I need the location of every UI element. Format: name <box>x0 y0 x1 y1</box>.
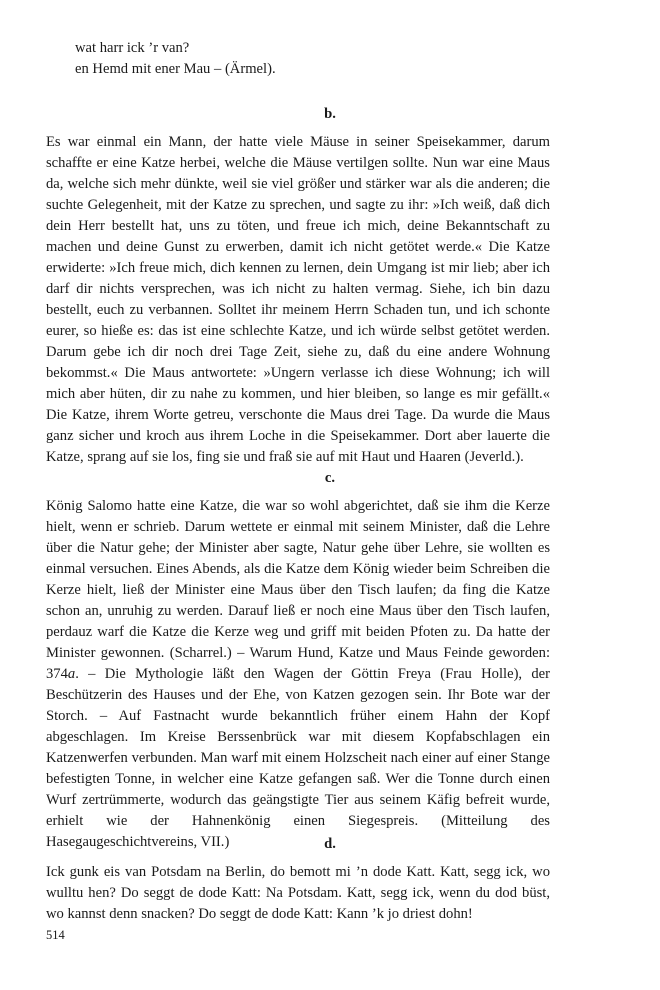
section-text-d: Ick gunk eis van Potsdam na Berlin, do bemott mi ’n dode Katt. Katt, segg ick, wo wulltu hen? Do seggt de dode Katt: Na Potsdam. Katt, segg ick, wenn du dod büst, wo kannst denn snacken? Do seggt de dode Katt: Kann ’k jo driest dohn! <box>46 864 550 922</box>
section-text-c-part1: König Salomo hatte eine Katze, die war so wohl abgerichtet, daß sie ihm die Kerze hielt, wenn er schrieb. Darum wettete er einmal mit seinem Minister, daß die Lehre über die Natur gehe; der Minister aber sagte, Natur gehe über Lehre, sie wollten es einmal versuchen. Eines Abends, als die Katze dem König wieder beim Schreiben die Kerze hielt, ließ der Minister eine Maus über den Tisch laufen; da fing die Katze schon an, unruhig zu werden. Darauf ließ er noch eine Maus über den Tisch laufen, perdauz warf die Katze die Kerze weg und griff mit beiden Pfoten zu. Da hatte der Minister gewonnen. (Scharrel.) – Warum Hund, Katze und Maus Feinde geworden: 374 <box>46 498 550 682</box>
section-heading-c: c. <box>324 470 336 486</box>
section-text-c-part2: . – Die Mythologie läßt den Wagen der Göttin Freya (Frau Holle), der Beschützerin des Hauses und der Ehe, von Katzen gezogen sein. Ihr Bote war der Storch. – Auf Fastnacht wurde bekanntlich früher einem Hahn der Kopf abgeschlagen. Im Kreise Berssenbrück war mit diesem Kopfabschlagen ein Katzenwerfen verbunden. Man warf mit einem Holzscheit nach einer auf einer Stange befestigten Tonne, in welcher eine Katze gefangen saß. Wer die Tonne durch einen Wurf zertrümmerte, wodurch das geängstigte Tier aus seinem Käfig befreit wurde, erhielt wie der Hahnenkönig einen Siegespreis. (Mitteilung des Hasegaugeschichtvereins, VII.) <box>46 666 550 850</box>
section-text-c <box>46 496 550 853</box>
section-text-b: Es war einmal ein Mann, der hatte viele Mäuse in seiner Speisekammer, darum schaffte er eine Katze herbei, welche die Mäuse vertilgen sollte. Nun war eine Maus da, welche sich mehr dünkte, weil sie viel größer und stärker war als die anderen; die suchte Gelegenheit, mit der Katze zu sprechen, und sagte zu ihr: »Ich weiß, daß dich dein Herr bestellt hat, uns zu töten, und freue ich mich, deine Bekanntschaft zu machen und deine Gunst zu erwerben, damit ich nicht getötet werde.« Die Katze erwiderte: »Ich freue mich, dich kennen zu lernen, dein Umgang ist mir lieb; aber ich darf dir nichts versprechen, was ich nicht zu halten vermag. Siehe, ich bin dazu bestellt, euch zu verbannen. Solltet ihr meinem Herrn Schaden tun, und ich schonte eurer, so hieße es: das ist eine schlechte Katze, und ich würde selbst getötet werden. Darum gebe ich dir noch drei Tage Zeit, siehe zu, daß du eine andere Wohnung bekommst.« Die Maus antwortete: »Ungern verlasse ich diese Wohnung; ich will mich aber hüten, dir zu nahe zu kommen, und hier bleiben, so lange es mir gefällt.« Die Katze, ihrem Worte getreu, verschonte die Maus drei Tage. Da wurde die Maus ganz sicher und kroch aus ihrem Loche in die Speisekammer. Dort aber lauerte die Katze, sprang auf sie los, fing sie und fraß sie auf mit Haut und Haaren (Jeverld.). <box>46 134 550 465</box>
section-heading-b: b. <box>324 106 336 122</box>
verse-line: en Hemd mit ener Mau – (Ärmel). <box>75 61 276 77</box>
verse-line: wat harr ick ’r van? <box>75 40 190 56</box>
section-heading-d: d. <box>324 836 336 852</box>
verse-block <box>75 38 595 80</box>
reference-suffix: a <box>67 666 76 682</box>
page-number: 514 <box>46 928 65 942</box>
